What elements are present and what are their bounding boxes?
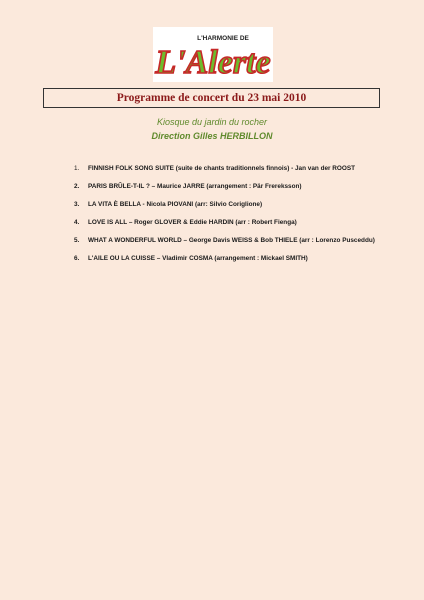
concert-title-box (43, 88, 380, 108)
program-item-text: L'AILE OU LA CUISSE – Vladimir COSMA (arrangement : Mickael SMITH) (88, 255, 308, 262)
logo-main-text: L'Alerte (155, 44, 271, 81)
venue-subtitle: Kiosque du jardin du rocher (156, 117, 268, 127)
program-item-text: PARIS BRÛLE-T-IL ? – Maurice JARRE (arrangement : Pär Frereksson) (88, 183, 302, 190)
program-item-text: LA VITA È BELLA - Nicola PIOVANI (arr: Silvio Coriglione) (88, 201, 263, 208)
program-item-number: 4. (74, 219, 80, 226)
harmonie-alerte-logo (153, 27, 273, 82)
concert-title: Programme de concert du 23 mai 2010 (116, 92, 307, 104)
program-item-number: 6. (74, 255, 80, 262)
program-item-number: 1. (74, 165, 80, 172)
program-item (74, 254, 394, 263)
program-item-text: LOVE IS ALL – Roger GLOVER & Eddie HARDIN (arr : Robert Fienga) (88, 219, 297, 226)
program-item (74, 164, 394, 173)
program-item-text: FINNISH FOLK SONG SUITE (suite de chants traditionnels finnois) - Jan van der ROOST (88, 165, 356, 172)
program-list (74, 164, 394, 272)
program-item (74, 182, 394, 191)
logo-small-text: L'HARMONIE DE (197, 35, 249, 42)
program-item (74, 218, 394, 227)
program-item-number: 2. (74, 183, 80, 190)
direction-subtitle: Direction Gilles HERBILLON (151, 131, 273, 141)
program-item (74, 200, 394, 209)
program-item-number: 3. (74, 201, 80, 208)
program-item-text: WHAT A WONDERFUL WORLD – George Davis WEISS & Bob THIELE (arr : Lorenzo Pusceddu) (88, 237, 375, 244)
program-item-number: 5. (74, 237, 80, 244)
program-item (74, 236, 394, 245)
